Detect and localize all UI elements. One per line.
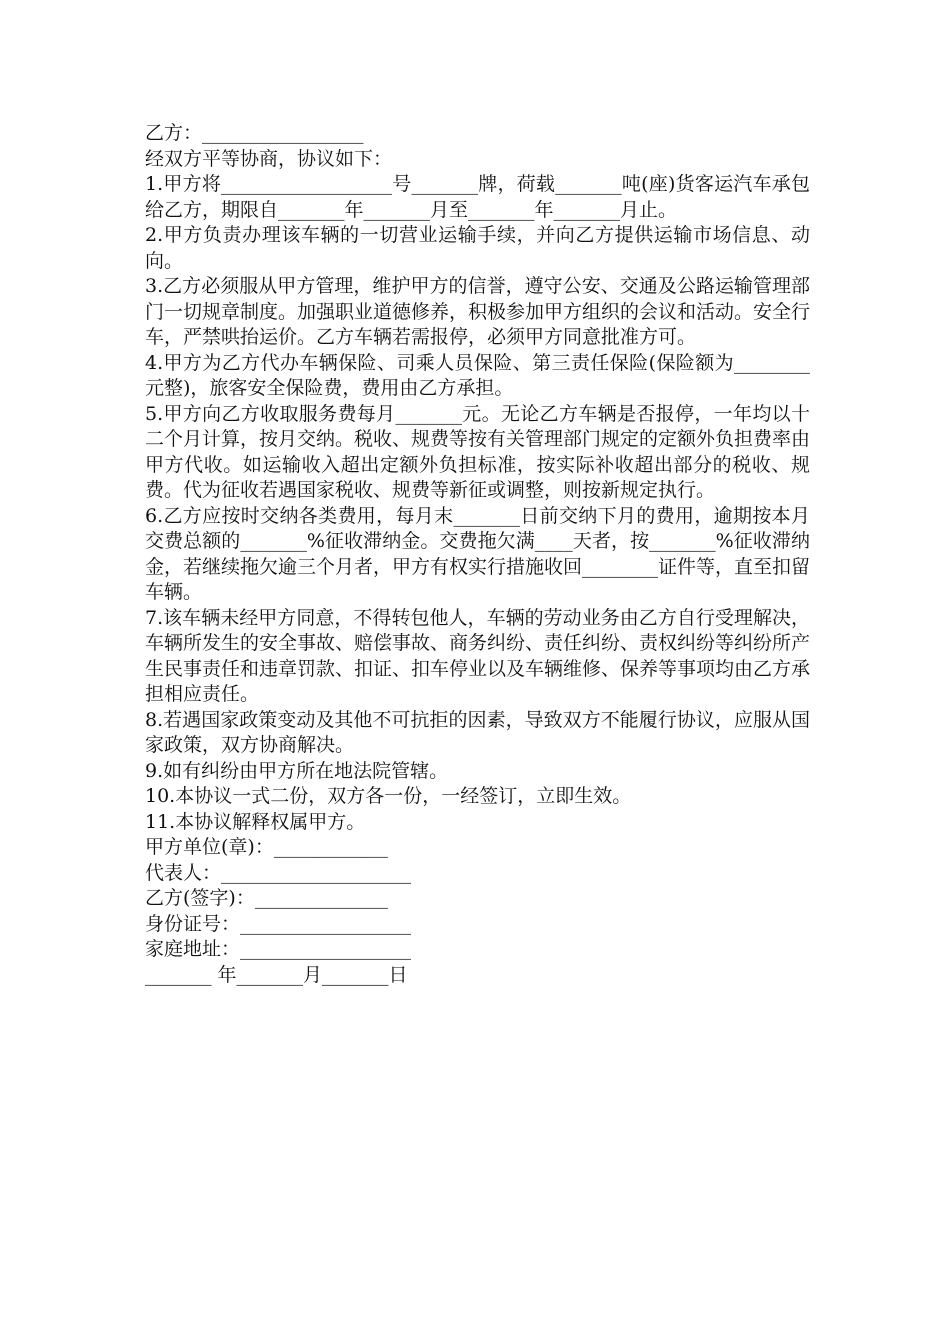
contract-document bbox=[145, 121, 810, 988]
clause-10: 10.本协议一式二份，双方各一份，一经签订，立即生效。 bbox=[145, 785, 632, 807]
clause-8: 8.若遇国家政策变动及其他不可抗拒的因素，导致双方不能履行协议，应服从国家政策，双方协商解决。 bbox=[145, 708, 810, 756]
clause-7: 7.该车辆未经甲方同意，不得转包他人，车辆的劳动业务由乙方自行受理解决，车辆所发生的安全事故、赔偿事故、商务纠纷、责任纠纷、责权纠纷等纠纷所产生民事责任和违章罚款、扣证、扣车停业以及车辆维修、保养等事项均由乙方承担相应责任。 bbox=[145, 606, 811, 705]
clause-6: 6.乙方应按时交纳各类费用，每月末_______日前交纳下月的费用，逾期按本月交费总额的_______%征收滞纳金。交费拖欠满____天者，按_______%征收滞纳金，若继续拖欠逾三个月者，甲方有权实行措施收回________证件等，直至扣留车辆。 bbox=[145, 504, 811, 603]
clause-1: 1.甲方将__________________号_______牌，荷载_______吨(座)货客运汽车承包给乙方，期限自_______年_______月至_______年_______月止。 bbox=[145, 173, 810, 221]
clause-2: 2.甲方负责办理该车辆的一切营业运输手续，并向乙方提供运输市场信息、动向。 bbox=[145, 224, 810, 272]
contract-body bbox=[145, 121, 810, 835]
clause-4: 4.甲方为乙方代办车辆保险、司乘人员保险、第三责任保险(保险额为________元整)，旅客安全保险费，费用由乙方承担。 bbox=[145, 351, 810, 399]
id-number-line: 身份证号：__________________ bbox=[145, 912, 412, 935]
party-b-line: 乙方：_________________ bbox=[145, 122, 364, 144]
signature-block bbox=[145, 835, 810, 988]
clause-3: 3.乙方必须服从甲方管理，维护甲方的信誉，遵守公安、交通及公路运输管理部门一切规章制度。加强职业道德修养，积极参加甲方组织的会议和活动。安全行车，严禁哄抬运价。乙方车辆若需报停，必须甲方同意批准方可。 bbox=[145, 275, 811, 348]
party-a-unit-line: 甲方单位(章)：____________ bbox=[145, 836, 388, 858]
home-address-line: 家庭地址：__________________ bbox=[145, 938, 412, 960]
date-line: _______ 年_______月_______日 bbox=[145, 963, 408, 986]
clause-11: 11.本协议解释权属甲方。 bbox=[145, 810, 366, 833]
preamble: 经双方平等协商，协议如下： bbox=[145, 147, 393, 170]
representative-line: 代表人：____________________ bbox=[145, 861, 412, 884]
clause-5: 5.甲方向乙方收取服务费每月_______元。无论乙方车辆是否报停，一年均以十二个月计算，按月交纳。税收、规费等按有关管理部门规定的定额外负担费率由甲方代收。如运输收入超出定额外负担标准，按实际补收超出部分的税收、规费。代为征收若遇国家税收、规费等新征或调整，则按新规定执行。 bbox=[145, 402, 811, 501]
party-b-sign-line: 乙方(签字)：______________ bbox=[145, 887, 388, 909]
clause-9: 9.如有纠纷由甲方所在地法院管辖。 bbox=[145, 759, 449, 782]
